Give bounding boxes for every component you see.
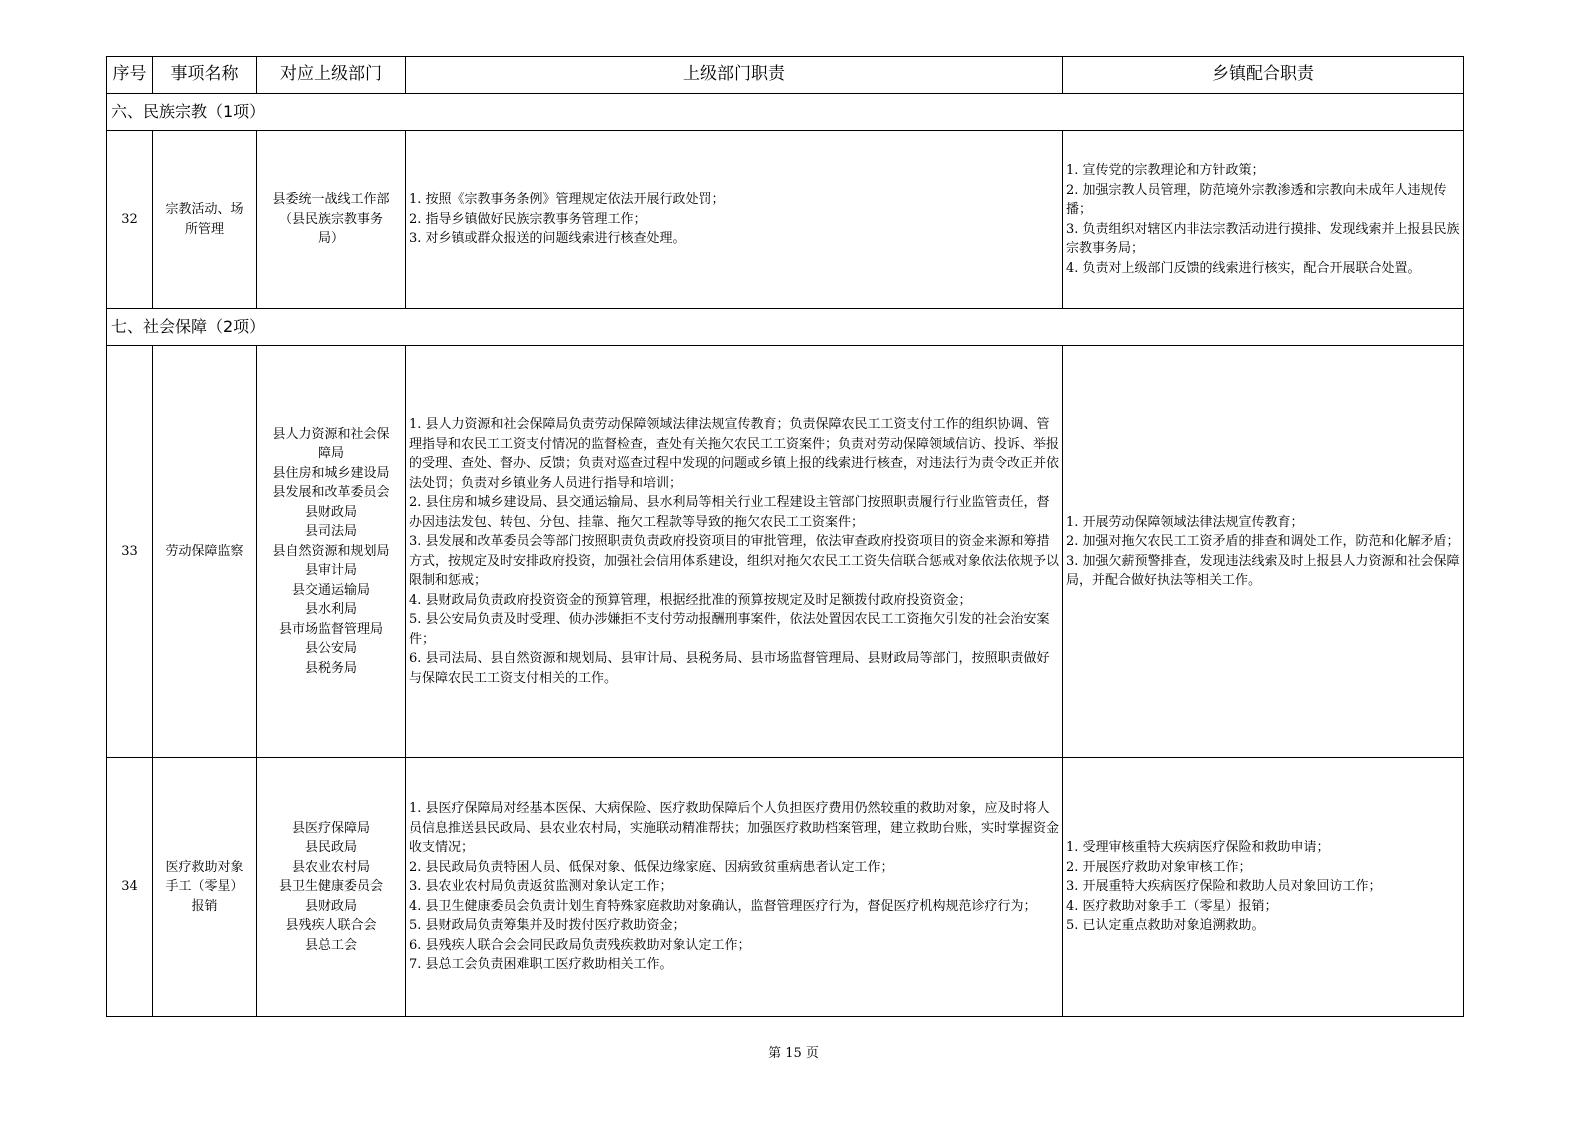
- row-number: 34: [107, 758, 153, 1017]
- header-no: 序号: [107, 57, 153, 94]
- header-superior-dept: 对应上级部门: [257, 57, 406, 94]
- header-superior-duties: 上级部门职责: [406, 57, 1063, 94]
- item-name: 劳动保障监察: [153, 346, 257, 758]
- responsibility-table: [106, 56, 1464, 1017]
- township-duties: 1. 开展劳动保障领域法律法规宣传教育； 2. 加强对拖欠农民工工资矛盾的排查和调处工作，防范和化解矛盾； 3. 加强欠薪预警排查，发现违法线索及时上报县人力资源和社会保障局，并配合做好执法等相关工作。: [1063, 346, 1464, 758]
- section-title: 六、民族宗教（1项）: [107, 94, 1464, 131]
- item-name: 宗教活动、场 所管理: [153, 131, 257, 309]
- table-row: [107, 758, 1464, 1017]
- township-duties: 1. 宣传党的宗教理论和方针政策； 2. 加强宗教人员管理，防范境外宗教渗透和宗教向未成年人违规传播； 3. 负责组织对辖区内非法宗教活动进行摸排、发现线索并上报县民族宗教事务局； 4. 负责对上级部门反馈的线索进行核实，配合开展联合处置。: [1063, 131, 1464, 309]
- section-title: 七、社会保障（2项）: [107, 309, 1464, 346]
- superior-duties: 1. 按照《宗教事务条例》管理规定依法开展行政处罚； 2. 指导乡镇做好民族宗教事务管理工作； 3. 对乡镇或群众报送的问题线索进行核查处理。: [406, 131, 1063, 309]
- page-number: 第 15 页: [768, 1046, 819, 1061]
- dept-list: 县医疗保障局 县民政局 县农业农村局 县卫生健康委员会 县财政局 县残疾人联合会 县总工会: [257, 758, 406, 1017]
- table-row: [107, 346, 1464, 758]
- header-township-duties: 乡镇配合职责: [1063, 57, 1464, 94]
- dept-list: 县人力资源和社会保 障局 县住房和城乡建设局 县发展和改革委员会 县财政局 县司法局 县自然资源和规划局 县审计局 县交通运输局 县水利局 县市场监督管理局 县公安局 县税务局: [257, 346, 406, 758]
- township-duties: 1. 受理审核重特大疾病医疗保险和救助申请； 2. 开展医疗救助对象审核工作； 3. 开展重特大疾病医疗保险和救助人员对象回访工作； 4. 医疗救助对象手工（零星）报销； 5. 已认定重点救助对象追溯救助。: [1063, 758, 1464, 1017]
- header-row: [107, 57, 1464, 94]
- header-item-name: 事项名称: [153, 57, 257, 94]
- dept-list: 县委统一战线工作部 （县民族宗教事务 局）: [257, 131, 406, 309]
- superior-duties: 1. 县人力资源和社会保障局负责劳动保障领域法律法规宣传教育；负责保障农民工工资支付工作的组织协调、管理指导和农民工工资支付情况的监督检查，查处有关拖欠农民工工资案件；负责对劳动保障领域信访、投诉、举报的受理、查处、督办、反馈；负责对巡查过程中发现的问题或乡镇上报的线索进行核查，对违法行为责令改正并依法处罚；负责对乡镇业务人员进行指导和培训； 2. 县住房和城乡建设局、县交通运输局、县水利局等相关行业工程建设主管部门按照职责履行行业监管责任，督办因违法发包、转包、分包、挂靠、拖欠工程款等导致的拖欠农民工工资案件； 3. 县发展和改革委员会等部门按照职责负责政府投资项目的审批管理，依法审查政府投资项目的资金来源和筹措方式，按规定及时安排政府投资，加强社会信用体系建设，组织对拖欠农民工工资失信联合惩戒对象依法依规予以限制和惩戒； 4. 县财政局负责政府投资资金的预算管理，根据经批准的预算按规定及时足额拨付政府投资资金； 5. 县公安局负责及时受理、侦办涉嫌拒不支付劳动报酬刑事案件，依法处置因农民工工资拖欠引发的社会治安案件； 6. 县司法局、县自然资源和规划局、县审计局、县税务局、县市场监督管理局、县财政局等部门，按照职责做好与保障农民工工资支付相关的工作。: [406, 346, 1063, 758]
- row-number: 33: [107, 346, 153, 758]
- table-row: [107, 131, 1464, 309]
- section-row: [107, 94, 1464, 131]
- item-name: 医疗救助对象 手工（零星） 报销: [153, 758, 257, 1017]
- superior-duties: 1. 县医疗保障局对经基本医保、大病保险、医疗救助保障后个人负担医疗费用仍然较重的救助对象，应及时将人员信息推送县民政局、县农业农村局，实施联动精准帮扶；加强医疗救助档案管理，建立救助台账，实时掌握资金收支情况； 2. 县民政局负责特困人员、低保对象、低保边缘家庭、因病致贫重病患者认定工作； 3. 县农业农村局负责返贫监测对象认定工作； 4. 县卫生健康委员会负责计划生育特殊家庭救助对象确认，监督管理医疗行为，督促医疗机构规范诊疗行为； 5. 县财政局负责筹集并及时拨付医疗救助资金； 6. 县残疾人联合会会同民政局负责残疾救助对象认定工作； 7. 县总工会负责困难职工医疗救助相关工作。: [406, 758, 1063, 1017]
- section-row: [107, 309, 1464, 346]
- row-number: 32: [107, 131, 153, 309]
